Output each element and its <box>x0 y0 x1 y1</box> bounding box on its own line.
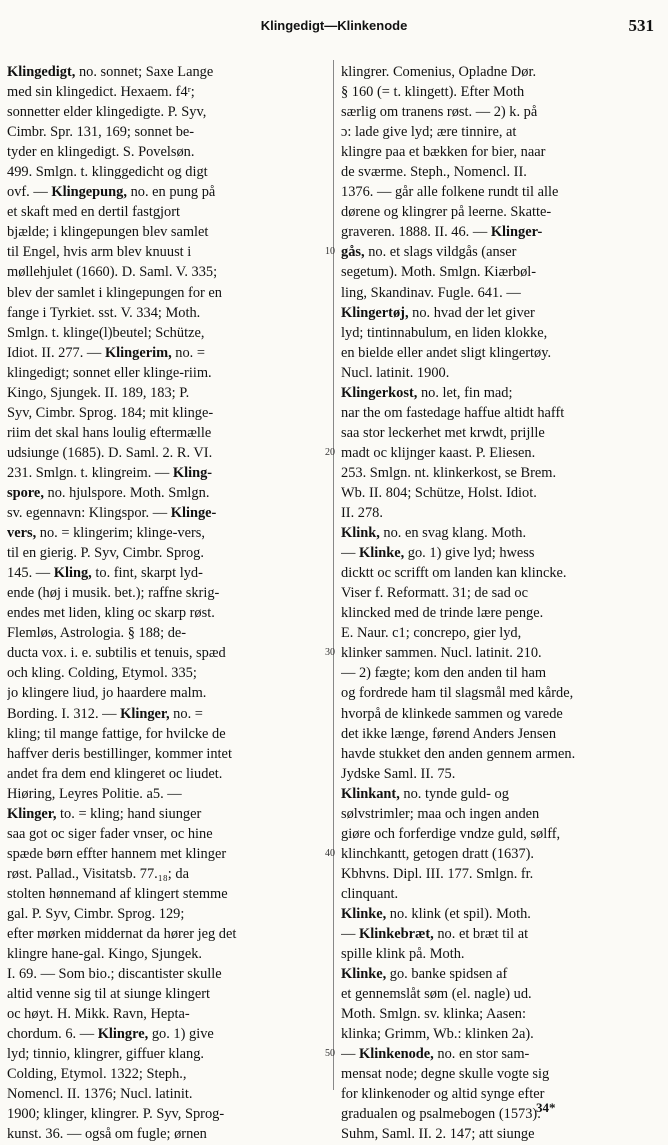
text-line <box>341 503 661 523</box>
text-line <box>7 944 327 964</box>
text-line <box>7 503 327 523</box>
text-run: mensat node; degne skulle vogte sig <box>341 1066 550 1083</box>
text-run: klincked med de trinde lære penge. <box>341 605 544 622</box>
left-column <box>7 62 327 1145</box>
text-line <box>341 283 661 303</box>
text-line <box>7 283 327 303</box>
text-run: 499. Smlgn. t. klinggedicht og digt <box>7 164 208 181</box>
text-run: andet fra dem end klingeret oc liudet. <box>7 765 223 782</box>
text-line <box>7 1004 327 1024</box>
text-line <box>341 363 661 383</box>
text-line <box>7 62 327 82</box>
text-line <box>7 162 327 182</box>
text-line <box>341 1124 661 1144</box>
text-run: Nucl. latinit. 1900. <box>341 364 450 381</box>
text-line <box>7 303 327 323</box>
headword: Klingedigt, <box>7 64 76 80</box>
text-line <box>341 824 661 844</box>
text-run: sølvstrimler; maa och ingen anden <box>341 805 540 822</box>
text-line <box>7 423 327 443</box>
text-run: Wb. II. 804; Schütze, Holst. Idiot. <box>341 484 537 501</box>
text-run: — <box>341 1046 359 1063</box>
headword: Kling- <box>172 464 213 481</box>
headword: Klinke, <box>341 905 387 922</box>
text-run: 231. Smlgn. t. klingreim. — <box>7 464 173 481</box>
text-line <box>7 523 327 543</box>
text-line <box>341 663 661 683</box>
text-line <box>7 323 327 343</box>
text-line <box>7 443 327 463</box>
text-run: — <box>341 545 359 562</box>
text-line <box>341 62 661 82</box>
text-run: § 160 (= t. klingett). Efter Moth <box>341 84 525 101</box>
line-number: 10 <box>325 246 335 258</box>
text-line <box>341 162 661 182</box>
text-run: lyd; tintinnabulum, en liden klokke, <box>341 324 548 341</box>
text-run: fange i Tyrkiet. sst. V. 334; Moth. <box>7 304 201 321</box>
text-line <box>7 583 327 603</box>
headword: Klingerim, <box>104 344 172 361</box>
line-number: 40 <box>325 847 335 859</box>
text-line <box>7 383 327 403</box>
text-run: no. en stor sam- <box>433 1046 530 1063</box>
text-line <box>7 463 327 483</box>
text-run: havde stukket den anden gennem armen. <box>341 745 576 762</box>
text-run: og fordrede ham til slagsmål med kårde, <box>341 685 574 702</box>
text-run: klinchkantt, getogen dratt (1637). <box>341 845 535 862</box>
text-line <box>7 824 327 844</box>
headword: Klinkant, <box>341 785 400 802</box>
text-line <box>7 904 327 924</box>
text-line <box>341 142 661 162</box>
headword: Klinkebræt, <box>359 926 434 943</box>
text-line <box>341 202 661 222</box>
text-run: Kbhvns. Dipl. III. 177. Smlgn. fr. <box>341 865 534 882</box>
text-run: Moth. Smlgn. sv. klinka; Aasen: <box>341 1006 526 1023</box>
headword: gås, <box>341 244 365 261</box>
text-run: 1900; klinger, klingrer. P. Syv, Sprog- <box>7 1106 225 1123</box>
text-run: spæde børn effter hannem met klinger <box>7 845 227 862</box>
text-line <box>7 102 327 122</box>
text-run: gal. P. Syv, Cimbr. Sprog. 129; <box>7 905 185 922</box>
text-line <box>341 463 661 483</box>
text-line <box>7 924 327 944</box>
text-run: endes met liden, kling oc skarp røst. <box>7 605 215 622</box>
running-head: Klingedigt—Klinkenode <box>260 18 408 33</box>
text-line <box>341 924 661 944</box>
text-line <box>7 242 327 262</box>
headword: Kling, <box>53 565 92 582</box>
text-run: Syv, Cimbr. Sprog. 184; mit klinge- <box>7 404 214 421</box>
text-line <box>7 543 327 563</box>
text-line <box>7 704 327 724</box>
headword: Klinge- <box>170 505 217 522</box>
text-run: no. en svag klang. Moth. <box>379 525 527 542</box>
text-run: sv. egennavn: Klingspor. — <box>7 505 171 522</box>
headword: Klinkenode, <box>359 1046 434 1063</box>
headword: vers, <box>7 525 37 542</box>
text-line <box>341 643 661 663</box>
text-line <box>341 704 661 724</box>
text-line <box>341 583 661 603</box>
text-line <box>341 683 661 703</box>
text-run: 253. Smlgn. nt. klinkerkost, se Brem. <box>341 464 557 481</box>
text-run: 1376. — går alle folkene rundt til alle <box>341 184 559 201</box>
text-run: no. tynde guld- og <box>399 785 509 802</box>
text-run: Smlgn. t. klinge(l)beutel; Schütze, <box>7 324 205 341</box>
text-run: bjælde; i klingepungen blev samlet <box>7 224 209 241</box>
text-line <box>341 303 661 323</box>
text-run: madt oc klijnger kaast. P. Eliesen. <box>341 444 536 461</box>
text-run: no. klink (et spil). Moth. <box>386 905 531 922</box>
text-line <box>7 744 327 764</box>
text-line <box>341 343 661 363</box>
text-line <box>7 363 327 383</box>
text-run: no. et slags vildgås (anser <box>364 244 517 261</box>
text-line <box>341 122 661 142</box>
text-run: Flemløs, Astrologia. § 188; de- <box>7 625 187 642</box>
text-run: nar the om fastedage haffue altidt hafft <box>341 404 565 421</box>
text-line <box>7 182 327 202</box>
text-run: ende (høj i musik. bet.); raffne skrig- <box>7 585 220 602</box>
text-line <box>341 262 661 282</box>
signature-mark: 34* <box>536 1100 556 1115</box>
text-run: dicktt oc scrifft om landen kan klincke. <box>341 565 567 582</box>
text-run: særlig om tranens røst. — 2) k. på <box>341 104 538 121</box>
text-line <box>7 864 327 884</box>
text-line <box>7 764 327 784</box>
text-run: spille klink på. Moth. <box>341 946 465 963</box>
text-run: kling; til mange fattige, for hvilcke de <box>7 725 226 742</box>
line-number: 50 <box>325 1048 335 1060</box>
text-line <box>341 222 661 242</box>
text-run: saa stor leckerhet met krwdt, prijlle <box>341 424 545 441</box>
text-run: no. hvad der let giver <box>408 304 535 321</box>
text-run: Viser f. Reformatt. 31; de sad oc <box>341 585 528 602</box>
text-run: segetum). Moth. Smlgn. Kiærbøl- <box>341 264 537 281</box>
text-line <box>7 563 327 583</box>
text-run: klingre hane-gal. Kingo, Sjungek. <box>7 946 203 963</box>
text-line <box>341 1004 661 1024</box>
headword: Klinke, <box>359 545 405 562</box>
text-run: Suhm, Saml. II. 2. 147; att siunge <box>341 1126 535 1143</box>
text-run: — <box>341 926 359 943</box>
page-header <box>0 0 668 44</box>
text-line <box>341 1044 661 1064</box>
text-line <box>7 142 327 162</box>
text-run: riim det skal hans loulig eftermælle <box>7 424 212 441</box>
text-run: chordum. 6. — <box>7 1026 98 1043</box>
text-run: no. let, fin mad; <box>417 384 513 401</box>
text-line <box>341 623 661 643</box>
text-line <box>7 1044 327 1064</box>
text-line <box>7 603 327 623</box>
text-line <box>7 804 327 824</box>
text-line <box>341 563 661 583</box>
text-line <box>341 423 661 443</box>
text-run: go. banke spidsen af <box>386 966 508 983</box>
text-line <box>7 884 327 904</box>
text-run: møllehjulet (1660). D. Saml. V. 335; <box>7 264 218 281</box>
text-run: klinka; Grimm, Wb.: klinken 2a). <box>341 1026 534 1043</box>
text-line <box>7 844 327 864</box>
text-run: no. en pung på <box>126 184 216 201</box>
text-line <box>7 262 327 282</box>
headword: spore, <box>7 484 44 501</box>
text-run: oc høyt. H. Mikk. Ravn, Hepta- <box>7 1006 190 1023</box>
text-run: tyder en klingedigt. S. Povelsøn. <box>7 144 195 161</box>
text-line <box>7 643 327 663</box>
text-run: clinquant. <box>341 885 399 902</box>
headword: Klinger, <box>120 705 170 722</box>
text-run: Cimbr. Spr. 131, 169; sonnet be- <box>7 124 195 141</box>
text-line <box>7 1064 327 1084</box>
text-run: udsiunge (1685). D. Saml. 2. R. VI. <box>7 444 213 461</box>
text-run: et skaft med en dertil fastgjort <box>7 204 181 221</box>
text-line <box>341 724 661 744</box>
page-number: 531 <box>628 16 654 35</box>
text-line <box>341 102 661 122</box>
text-run: Idiot. II. 277. — <box>7 344 105 361</box>
text-run: I. 69. — Som bio.; discantister skulle <box>7 966 222 983</box>
text-run: Jydske Saml. II. 75. <box>341 765 456 782</box>
text-run: Nomencl. II. 1376; Nucl. latinit. <box>7 1086 193 1103</box>
text-line <box>341 443 661 463</box>
text-run: to. = kling; hand siunger <box>56 805 202 822</box>
text-run: Bording. I. 312. — <box>7 705 121 722</box>
text-line <box>7 202 327 222</box>
text-line <box>7 343 327 363</box>
text-run: en bielde eller andet sligt klingertøy. <box>341 344 552 361</box>
text-line <box>341 1024 661 1044</box>
text-run: røst. Pallad., Visitatsb. 77.₁₈; da <box>7 865 189 882</box>
text-run: Hiøring, Leyres Politie. a5. — <box>7 785 182 802</box>
text-line <box>341 1104 661 1124</box>
text-line <box>341 1064 661 1084</box>
text-run: to. fint, skarpt lyd- <box>91 565 203 582</box>
text-run: — 2) fægte; kom den anden til ham <box>341 665 547 682</box>
headword: Klink, <box>341 525 380 542</box>
text-run: det ikke længe, førend Anders Jensen <box>341 725 557 742</box>
text-run: Kingo, Sjungek. II. 189, 183; P. <box>7 384 190 401</box>
text-line <box>7 122 327 142</box>
text-run: graveren. 1888. II. 46. — <box>341 224 491 241</box>
text-run: klingrer. Comenius, Opladne Dør. <box>341 64 537 80</box>
text-run: ling, Skandinav. Fugle. 641. — <box>341 284 521 301</box>
column-divider <box>333 60 334 1090</box>
text-line <box>341 964 661 984</box>
text-run: Colding, Etymol. 1322; Steph., <box>7 1066 187 1083</box>
text-line <box>7 82 327 102</box>
text-line <box>341 904 661 924</box>
text-run: et gennemslåt søm (el. nagle) ud. <box>341 986 532 1003</box>
text-run: no. = <box>169 705 203 722</box>
text-run: go. 1) give <box>148 1026 214 1043</box>
headword: Klingre, <box>97 1026 149 1043</box>
text-line <box>341 804 661 824</box>
text-line <box>7 403 327 423</box>
text-line <box>341 603 661 623</box>
headword: Klinger, <box>7 805 57 822</box>
text-line <box>341 864 661 884</box>
text-line <box>7 964 327 984</box>
text-run: och kling. Colding, Etymol. 335; <box>7 665 197 682</box>
text-run: dørene og klingrer på leerne. Skatte- <box>341 204 552 221</box>
text-run: haffver deris bestillinger, kommer intet <box>7 745 232 762</box>
text-line <box>341 82 661 102</box>
headword: Klingertøj, <box>341 304 409 321</box>
text-line <box>7 1124 327 1144</box>
headword: Klinke, <box>341 966 387 983</box>
text-line <box>341 483 661 503</box>
right-column <box>341 62 661 1145</box>
text-line <box>341 182 661 202</box>
line-number: 20 <box>325 446 335 458</box>
text-line <box>341 844 661 864</box>
text-line <box>7 483 327 503</box>
text-run: de sværme. Steph., Nomencl. II. <box>341 164 527 181</box>
text-line <box>7 663 327 683</box>
text-run: hvorpå de klinkede sammen og varede <box>341 705 563 722</box>
text-line <box>341 1084 661 1104</box>
text-run: no. sonnet; Saxe Lange <box>75 64 214 80</box>
text-run: E. Naur. c1; concrepo, gier lyd, <box>341 625 522 642</box>
headword: Klingepung, <box>51 184 127 201</box>
text-line <box>7 724 327 744</box>
text-run: 145. — <box>7 565 54 582</box>
text-line <box>341 323 661 343</box>
text-line <box>341 383 661 403</box>
text-run: gradualen og psalmebogen (1573). <box>341 1106 541 1123</box>
text-line <box>341 764 661 784</box>
text-run: II. 278. <box>341 505 383 522</box>
text-line <box>7 784 327 804</box>
text-run: sonnetter elder klingedigte. P. Syv, <box>7 104 207 121</box>
text-line <box>7 1024 327 1044</box>
text-run: saa got oc siger fader vnser, oc hine <box>7 825 213 842</box>
text-run: klingre paa et bækken for bier, naar <box>341 144 546 161</box>
text-line <box>341 944 661 964</box>
headword: Klingerkost, <box>341 384 418 401</box>
text-line <box>341 523 661 543</box>
headword: Klinger- <box>490 224 543 241</box>
text-run: ducta vox. i. e. subtilis et tenuis, spæd <box>7 645 226 662</box>
text-run: klingedigt; sonnet eller klinge-riim. <box>7 364 212 381</box>
text-run: for klinkenoder og altid synge efter <box>341 1086 545 1103</box>
text-run: til Engel, hvis arm blev knuust i <box>7 244 192 261</box>
text-line <box>341 543 661 563</box>
text-line <box>7 984 327 1004</box>
text-run: go. 1) give lyd; hwess <box>404 545 535 562</box>
text-run: efter mørken middernat da hører jeg det <box>7 926 237 943</box>
text-run: lyd; tinnio, klingrer, giffuer klang. <box>7 1046 204 1063</box>
text-run: klinker sammen. Nucl. latinit. 210. <box>341 645 542 662</box>
text-line <box>341 784 661 804</box>
text-line <box>341 242 661 262</box>
text-line <box>341 403 661 423</box>
text-line <box>7 1084 327 1104</box>
text-line <box>7 222 327 242</box>
text-line <box>341 984 661 1004</box>
text-run: no. et bræt til at <box>433 926 529 943</box>
text-run: jo klingere liud, jo haardere malm. <box>7 685 207 702</box>
text-line <box>341 884 661 904</box>
text-run: ɔ: lade give lyd; ære tinnire, at <box>341 124 517 141</box>
text-run: til en gierig. P. Syv, Cimbr. Sprog. <box>7 545 204 562</box>
text-run: kunst. 36. — også om fugle; ørnen <box>7 1126 207 1143</box>
text-run: giøre och forferdige vndze guld, sølff, <box>341 825 561 842</box>
text-run: ovf. — <box>7 184 52 201</box>
line-number: 30 <box>325 647 335 659</box>
text-line <box>7 1104 327 1124</box>
text-run: blev der samlet i klingepungen for en <box>7 284 222 301</box>
text-run: altid venne sig til at siunge klingert <box>7 986 211 1003</box>
text-line <box>7 623 327 643</box>
text-run: stolten hønnemand af klingert stemme <box>7 885 228 902</box>
text-run: no. hjulspore. Moth. Smlgn. <box>43 484 210 501</box>
text-line <box>341 744 661 764</box>
text-run: no. = <box>171 344 205 361</box>
text-run: no. = klingerim; klinge-vers, <box>36 525 205 542</box>
text-run: med sin klingedict. Hexaem. f4ʳ; <box>7 84 195 101</box>
text-line <box>7 683 327 703</box>
